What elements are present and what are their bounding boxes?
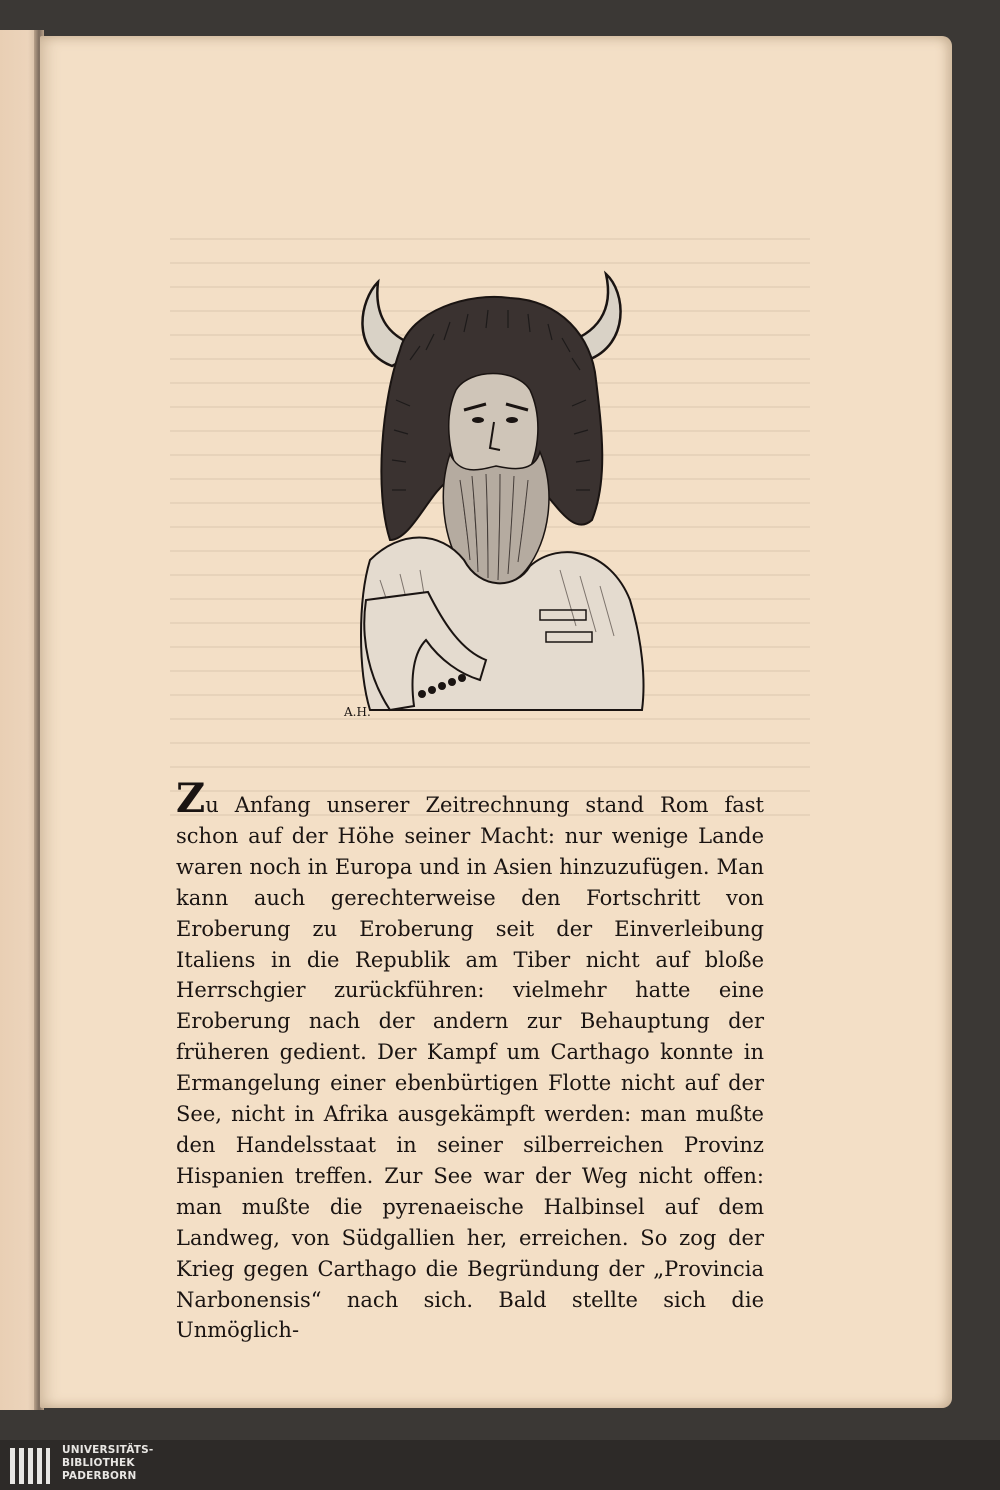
- drop-cap: Z: [176, 775, 206, 822]
- library-name-line2: BIBLIOTHEK: [62, 1457, 135, 1469]
- illustration-horned-warrior: [330, 240, 650, 750]
- library-name-line3: PADERBORN: [62, 1470, 137, 1482]
- library-footer: [0, 1440, 1000, 1490]
- paragraph-text: u Anfang unserer Zeitrechnung stand Rom fast schon auf der Höhe seiner Macht: nur wenige Lande waren noch in Europa und in Asien hinzuzufügen. Man kann auch gerechterweise den Fortschritt von Eroberung zu Eroberung seit der Einverleibung Italiens in die Republik am Tiber nicht auf bloße Herrschgier zurückführen: vielmehr hatte eine Eroberung nach der andern zur Behauptung der früheren gedient. Der Kampf um Carthago konnte in Ermangelung einer ebenbürtigen Flotte nicht auf der See, nicht in Afrika ausgekämpft werden: man mußte den Handelsstaat in seiner silberreichen Provinz Hispanien treffen. Zur See war der Weg nicht offen: man mußte die pyrenaeische Halbinsel auf dem Landweg, von Südgallien her, erreichen. So zog der Krieg gegen Carthago die Begründung der „Provincia Narbonensis“ nach sich. Bald stellte sich die Unmöglich-: [176, 793, 764, 1343]
- library-name: [62, 1444, 153, 1483]
- body-paragraph: [176, 775, 764, 1346]
- library-name-line1: UNIVERSITÄTS-: [62, 1444, 154, 1456]
- illustration-signature: A.H.: [344, 705, 371, 719]
- library-logo-icon: [10, 1446, 50, 1486]
- book-page: [40, 36, 952, 1408]
